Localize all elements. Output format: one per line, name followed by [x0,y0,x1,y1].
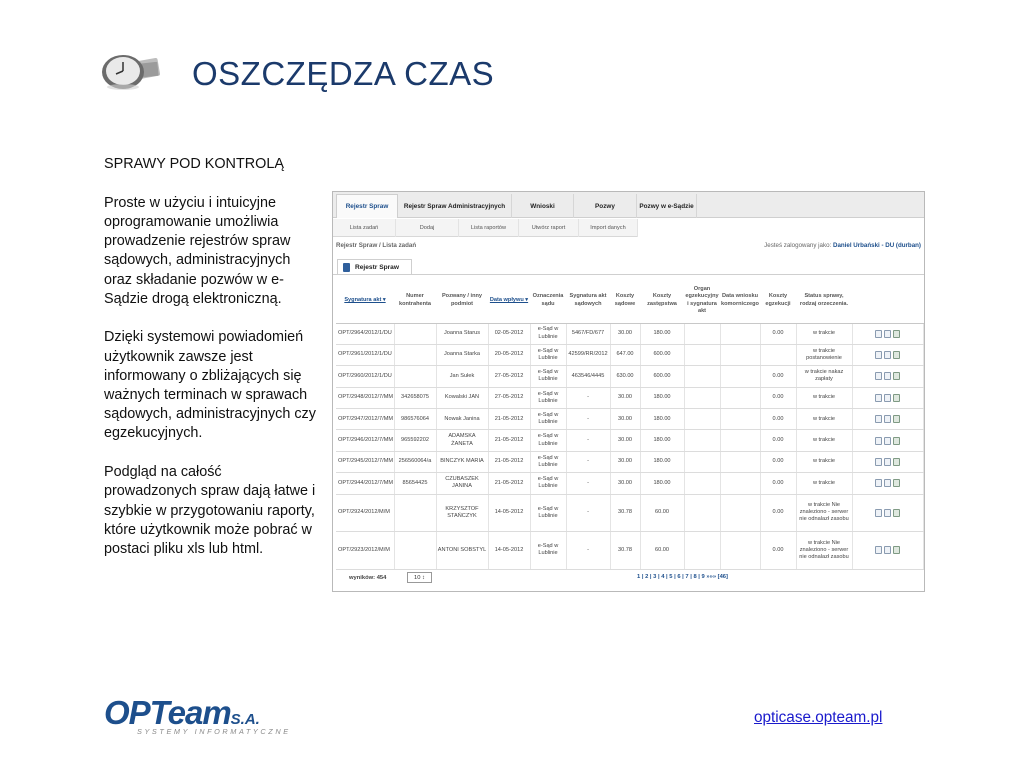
table-cell [720,532,760,570]
breadcrumb-row [333,242,924,254]
table-cell[interactable]: OPT/2960/2012/1/DU [336,366,394,387]
table-cell: 0.00 [760,473,796,494]
table-cell [684,344,720,365]
col-koszty-sadowe: Koszty sądowe [610,279,640,323]
logo-name: OPTeam [104,694,231,731]
table-cell: 27-05-2012 [488,366,530,387]
table-cell: 21-05-2012 [488,409,530,430]
table-row[interactable] [336,387,923,408]
edit-icon[interactable] [884,394,891,402]
table-cell [684,409,720,430]
logo-suffix: S.A. [230,711,260,728]
table-cell: 14-05-2012 [488,532,530,570]
view-icon[interactable] [875,437,882,445]
col-sygnatura-sadowa: Sygnatura akt sądowych [566,279,610,323]
table-cell: 0.00 [760,430,796,451]
table-cell: Nowak Janina [436,409,488,430]
report-icon[interactable] [893,372,900,380]
row-actions [852,451,923,472]
table-cell: e-Sąd w Lublinie [530,323,566,344]
table-cell: w trakcie [796,473,852,494]
table-cell [684,451,720,472]
table-cell: w trakcie Nie znaleziono - serwer nie odnalazł zasobu [796,494,852,532]
table-cell: 986576064 [394,409,436,430]
table-cell [394,344,436,365]
view-icon[interactable] [875,509,882,517]
table-cell: e-Sąd w Lublinie [530,366,566,387]
table-cell: - [566,409,610,430]
tab-pozwy-e-sad[interactable]: Pozwy w e-Sądzie [637,194,697,218]
report-icon[interactable] [893,394,900,402]
col-numer-kontrahenta: Numer kontrahenta [394,279,436,323]
subtab-utworz-raport[interactable]: Utwórz raport [519,219,579,237]
edit-icon[interactable] [884,415,891,423]
view-icon[interactable] [875,330,882,338]
table-cell: e-Sąd w Lublinie [530,451,566,472]
edit-icon[interactable] [884,479,891,487]
table-cell[interactable]: OPT/2961/2012/1/DU [336,344,394,365]
results-count: wyników: 454 [349,575,387,581]
report-icon[interactable] [893,437,900,445]
table-cell [720,494,760,532]
table-cell: 21-05-2012 [488,473,530,494]
row-actions [852,494,923,532]
table-cell: - [566,532,610,570]
logged-user[interactable]: Daniel Urbański - DU (durban) [832,242,921,249]
table-cell: - [566,473,610,494]
logged-in-info [764,242,921,249]
table-header [336,279,923,323]
row-actions [852,409,923,430]
table-cell: 21-05-2012 [488,451,530,472]
col-data-wplywu[interactable]: Data wpływu ▾ [488,279,530,323]
table-cell: 600.00 [640,366,684,387]
subtab-import-danych[interactable]: Import danych [579,219,638,237]
table-cell[interactable]: OPT/2944/2012/7/MM [336,473,394,494]
col-data-wniosku: Data wniosku komorniczego [720,279,760,323]
table-cell: 30.00 [610,387,640,408]
col-actions [852,279,923,323]
row-actions [852,387,923,408]
table-cell [720,366,760,387]
table-cell: CZUBASZEK JANINA [436,473,488,494]
row-actions [852,366,923,387]
table-cell: w trakcie [796,451,852,472]
table-cell: 30.00 [610,451,640,472]
table-cell [394,532,436,570]
clock-money-icon [101,50,163,92]
paragraph-reports: Podgląd na całość prowadzonych spraw dają łatwe i szybkie w przygotowaniu raporty, które użytkownik może pobrać w postaci pliku xls lub html. [104,464,316,557]
table-cell: w trakcie [796,387,852,408]
table-cell: 30.00 [610,409,640,430]
table-cell: e-Sąd w Lublinie [530,430,566,451]
col-pozwany: Pozwany / inny podmiot [436,279,488,323]
table-row[interactable] [336,451,923,472]
view-icon[interactable] [875,546,882,554]
edit-icon[interactable] [884,372,891,380]
table-cell: 0.00 [760,451,796,472]
table-cell: 180.00 [640,451,684,472]
website-link[interactable]: opticase.opteam.pl [754,709,883,726]
report-icon[interactable] [893,415,900,423]
edit-icon[interactable] [884,351,891,359]
table-cell: 0.00 [760,409,796,430]
table-cell: Joanna Starus [436,323,488,344]
table-cell: 180.00 [640,473,684,494]
view-icon[interactable] [875,372,882,380]
table-cell: 42599/RR/2012 [566,344,610,365]
table-cell: w trakcie Nie znaleziono - serwer nie odnalazł zasobu [796,532,852,570]
col-organ-egzekucyjny: Organ egzekucyjny i sygnatura akt [684,279,720,323]
view-icon[interactable] [875,394,882,402]
app-screenshot [332,191,925,592]
table-cell [684,430,720,451]
table-row[interactable] [336,344,923,365]
table-cell[interactable]: OPT/2946/2012/7/MM [336,430,394,451]
table-row[interactable] [336,473,923,494]
table-cell: e-Sąd w Lublinie [530,387,566,408]
table-cell: 60.00 [640,532,684,570]
tab-rejestr-spraw[interactable]: Rejestr Spraw [336,194,398,218]
report-icon[interactable] [893,509,900,517]
table-cell [760,344,796,365]
col-koszty-egzekucji: Koszty egzekucji [760,279,796,323]
table-cell: 180.00 [640,430,684,451]
edit-icon[interactable] [884,437,891,445]
table-cell [684,532,720,570]
report-icon[interactable] [893,330,900,338]
table-row[interactable] [336,494,923,532]
table-cell [720,409,760,430]
table-row[interactable] [336,532,923,570]
table-cell: w trakcie postanowienie [796,344,852,365]
table-cell[interactable]: OPT/2923/2012/M/M [336,532,394,570]
table-cell: ADAMSKA ŻANETA [436,430,488,451]
table-cell: - [566,430,610,451]
table-cell [720,323,760,344]
row-actions [852,532,923,570]
table-cell: e-Sąd w Lublinie [530,344,566,365]
table-cell[interactable]: OPT/2964/2012/1/DU [336,323,394,344]
table-cell: 5467/FD/677 [566,323,610,344]
table-cell: 256560064/a [394,451,436,472]
table-cell [394,366,436,387]
table-cell [720,344,760,365]
main-tabs [333,192,924,218]
table-cell: 30.78 [610,494,640,532]
table-cell: 180.00 [640,323,684,344]
edit-icon[interactable] [884,330,891,338]
table-row[interactable] [336,409,923,430]
paragraph-notifications: Dzięki systemowi powiadomień użytkownik zawsze jest informowany o zbliżających się ważnych terminach w sprawach sądowych, administracyjnych czy egzekucyjnych. [104,329,316,442]
table-cell [720,430,760,451]
table-cell: 30.78 [610,532,640,570]
edit-icon[interactable] [884,509,891,517]
table-cell [720,451,760,472]
edit-icon[interactable] [884,546,891,554]
table-cell [684,366,720,387]
logo-tagline: SYSTEMY INFORMATYCZNE [137,727,291,736]
table-cell: w trakcie [796,323,852,344]
section-tab-label: Rejestr Spraw [355,264,399,271]
table-cell: e-Sąd w Lublinie [530,473,566,494]
section-subtitle: SPRAWY POD KONTROLĄ [104,156,284,172]
description-column [104,155,316,579]
table-cell: 342658075 [394,387,436,408]
table-row[interactable] [336,323,923,344]
table-footer [333,570,924,592]
table-cell: 0.00 [760,323,796,344]
report-icon[interactable] [893,546,900,554]
table-cell: 600.00 [640,344,684,365]
table-cell [684,473,720,494]
table-cell: 21-05-2012 [488,430,530,451]
table-cell: 647.00 [610,344,640,365]
row-actions [852,430,923,451]
table-cell: 30.00 [610,473,640,494]
table-cell: 14-05-2012 [488,494,530,532]
row-actions [852,344,923,365]
breadcrumb: Rejestr Spraw / Lista zadań [336,242,417,249]
view-icon[interactable] [875,479,882,487]
table-cell: 85654425 [394,473,436,494]
table-cell: 463546/4445 [566,366,610,387]
table-cell: 20-05-2012 [488,344,530,365]
table-cell: w trakcie [796,409,852,430]
table-cell: - [566,494,610,532]
subtab-lista-zadan[interactable]: Lista zadań [333,219,396,237]
section-tab[interactable] [337,259,412,275]
table-cell[interactable]: OPT/2948/2012/7/MM [336,387,394,408]
table-cell: e-Sąd w Lublinie [530,409,566,430]
table-cell: w trakcie nakaz zapłaty [796,366,852,387]
table-row[interactable] [336,430,923,451]
table-cell: 27-05-2012 [488,387,530,408]
table-cell: 02-05-2012 [488,323,530,344]
view-icon[interactable] [875,458,882,466]
row-actions [852,323,923,344]
table-cell[interactable]: OPT/2924/2012/M/M [336,494,394,532]
company-logo [104,695,294,740]
table-cell: 0.00 [760,532,796,570]
page-title: OSZCZĘDZA CZAS [192,55,495,92]
table-cell: 180.00 [640,409,684,430]
table-cell: Joanna Starka [436,344,488,365]
tab-wnioski[interactable]: Wnioski [512,194,574,218]
sub-tabs [333,219,638,237]
tab-rejestr-spraw-administracyjnych[interactable]: Rejestr Spraw Administracyjnych [398,194,512,218]
table-cell: - [566,451,610,472]
table-cell: 965592202 [394,430,436,451]
col-oznaczenia-sadu: Oznaczenia sądu [530,279,566,323]
document-icon [343,263,350,272]
divider [333,274,924,275]
pagination[interactable]: 1 | 2 | 3 | 4 | 5 | 6 | 7 | 8 | 9 »»» [46] [637,574,728,580]
view-icon[interactable] [875,351,882,359]
col-sygnatura[interactable]: Sygnatura akt ▾ [336,279,394,323]
report-icon[interactable] [893,351,900,359]
report-icon[interactable] [893,458,900,466]
paragraph-registers: Proste w użyciu i intuicyjne oprogramowanie umożliwia prowadzenie rejestrów spraw sądowych, administracyjnych oraz składanie pozwów w e-Sądzie drogą elektroniczną. [104,194,291,307]
table-cell[interactable]: OPT/2945/2012/7/MM [336,451,394,472]
table-cell: 630.00 [610,366,640,387]
table-row[interactable] [336,366,923,387]
table-cell: Jan Sułek [436,366,488,387]
report-icon[interactable] [893,479,900,487]
table-cell: 60.00 [640,494,684,532]
table-cell: - [566,387,610,408]
table-cell: e-Sąd w Lublinie [530,532,566,570]
table-cell [394,494,436,532]
table-cell [684,323,720,344]
table-cell: 30.00 [610,430,640,451]
table-cell [720,387,760,408]
row-actions [852,473,923,494]
view-icon[interactable] [875,415,882,423]
table-cell [720,473,760,494]
table-cell: ANTONI SOBSTYL [436,532,488,570]
col-koszty-zastepstwa: Koszty zastępstwa [640,279,684,323]
edit-icon[interactable] [884,458,891,466]
table-cell: BINCZYK MARIA [436,451,488,472]
per-page-select[interactable]: 10 ↕ [407,572,432,583]
col-status: Status sprawy, rodzaj orzeczenia. [796,279,852,323]
table-cell: 0.00 [760,387,796,408]
table-cell [684,494,720,532]
subtab-dodaj[interactable]: Dodaj [396,219,459,237]
table-cell: Kowalski JAN [436,387,488,408]
table-cell: 30.00 [610,323,640,344]
table-cell: 0.00 [760,494,796,532]
table-cell: e-Sąd w Lublinie [530,494,566,532]
subtab-lista-raportow[interactable]: Lista raportów [459,219,519,237]
table-cell[interactable]: OPT/2947/2012/7/MM [336,409,394,430]
table-cell: 0.00 [760,366,796,387]
table-cell: 180.00 [640,387,684,408]
table-cell [394,323,436,344]
tab-pozwy[interactable]: Pozwy [574,194,637,218]
table-cell [684,387,720,408]
table-cell: KRZYSZTOF STAŃCZYK [436,494,488,532]
logged-label: Jesteś zalogowany jako: [764,242,832,249]
cases-table [336,279,924,570]
table-cell: w trakcie [796,430,852,451]
